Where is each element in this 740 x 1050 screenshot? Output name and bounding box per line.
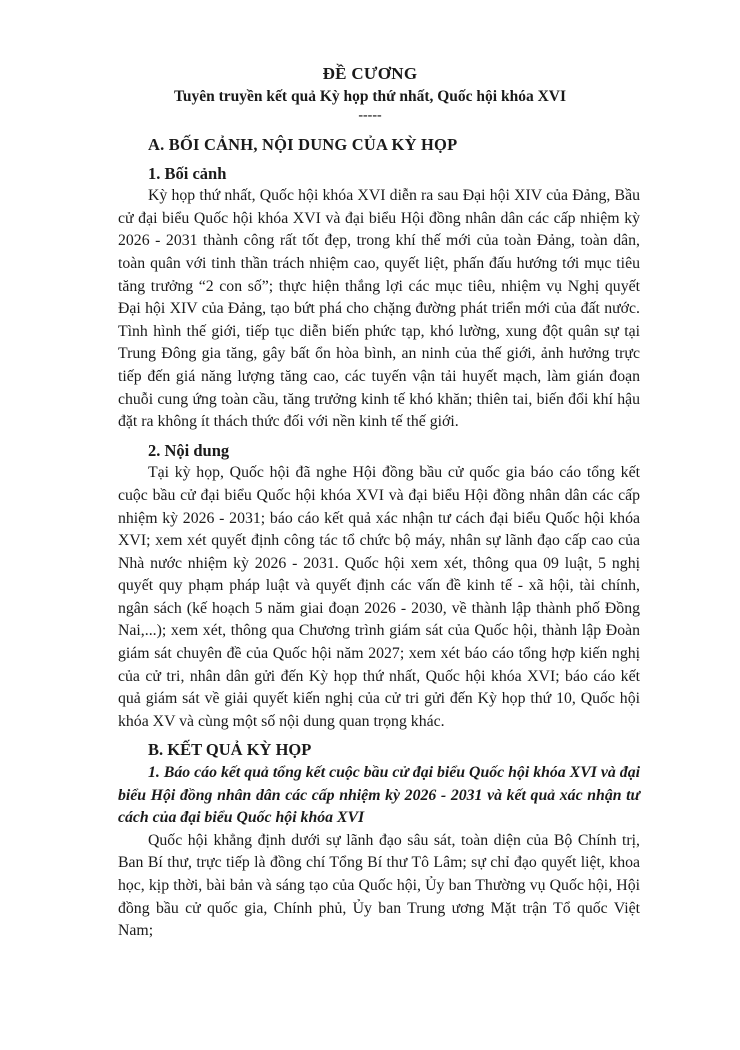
- section-b1-text: Quốc hội khẳng định dưới sự lãnh đạo sâu sát, toàn diện của Bộ Chính trị, Ban Bí thư, trực tiếp là đồng chí Tổng Bí thư Tô Lâm; sự chỉ đạo quyết liệt, khoa học, kịp thời, bài bản và sáng tạo của Quốc hội, Ủy ban Thường vụ Quốc hội, Hội đồng bầu cử quốc gia, Chính phủ, Ủy ban Trung ương Mặt trận Tổ quốc Việt Nam;: [118, 831, 640, 940]
- document-body: [118, 128, 640, 943]
- section-a2-heading: 2. Nội dung: [148, 440, 230, 460]
- document-title: ĐỀ CƯƠNG: [322, 64, 418, 83]
- section-a1-heading: 1. Bối cảnh: [148, 163, 227, 183]
- section-a2-text: Tại kỳ họp, Quốc hội đã nghe Hội đồng bầu cử quốc gia báo cáo tổng kết cuộc bầu cử đại biểu Quốc hội khóa XVI và đại biểu Hội đồng nhân dân các cấp nhiệm kỳ 2026 - 2031; báo cáo kết quả xác nhận tư cách đại biểu Quốc hội khóa XVI; xem xét quyết định công tác tổ chức bộ máy, nhân sự lãnh đạo cấp cao của Nhà nước nhiệm kỳ 2026 - 2031. Quốc hội xem xét, thông qua 09 luật, 5 nghị quyết quy phạm pháp luật và quyết định các vấn đề kinh tế - xã hội, tài chính, ngân sách (kế hoạch 5 năm giai đoạn 2026 - 2030, về thành lập thành phố Đồng Nai,...); xem xét, thông qua Chương trình giám sát của Quốc hội, thành lập Đoàn giám sát chuyên đề của Quốc hội năm 2027; xem xét báo cáo tổng hợp kiến nghị của cử tri, nhân dân gửi đến Kỳ họp thứ nhất, Quốc hội khóa XVI; báo cáo kết quả giám sát về giải quyết kiến nghị của cử tri gửi đến Kỳ họp thứ 10, Quốc hội khóa XV và cùng một số nội dung quan trọng khác.: [118, 464, 640, 730]
- title-separator: -----: [358, 108, 382, 123]
- section-a1-text: Kỳ họp thứ nhất, Quốc hội khóa XVI diễn ra sau Đại hội XIV của Đảng, Bầu cử đại biểu Quốc hội khóa XVI và đại biểu Hội đồng nhân dân các cấp nhiệm kỳ 2026 - 2031 thành công rất tốt đẹp, trong khí thế mới của toàn Đảng, toàn dân, toàn quân với tinh thần trách nhiệm cao, quyết liệt, phấn đấu hướng tới mục tiêu tăng trưởng “2 con số”; thực hiện thắng lợi các mục tiêu, nhiệm vụ Nghị quyết Đại hội XIV của Đảng, tạo bứt phá cho chặng đường phát triển mới của đất nước. Tình hình thế giới, tiếp tục diễn biến phức tạp, khó lường, xung đột quân sự tại Trung Đông gia tăng, gây bất ổn hòa bình, an ninh của thế giới, ảnh hưởng trực tiếp đến giá năng lượng tăng cao, các tuyến vận tải huyết mạch, làm gián đoạn chuỗi cung ứng toàn cầu, tăng trưởng kinh tế khó khăn; thiên tai, biến đổi khí hậu đặt ra không ít thách thức đối với nền kinh tế thế giới.: [118, 187, 640, 431]
- section-b-heading: B. KẾT QUẢ KỲ HỌP: [148, 740, 312, 760]
- document-subtitle: Tuyên truyền kết quả Kỳ họp thứ nhất, Quốc hội khóa XVI: [173, 88, 567, 105]
- section-b1-heading: 1. Báo cáo kết quả tổng kết cuộc bầu cử đại biểu Quốc hội khóa XVI và đại biểu Hội đồng nhân dân các cấp nhiệm kỳ 2026 - 2031 và kết quả xác nhận tư cách của đại biểu Quốc hội khóa XVI: [118, 764, 640, 827]
- section-a-heading: A. BỐI CẢNH, NỘI DUNG CỦA KỲ HỌP: [148, 135, 458, 154]
